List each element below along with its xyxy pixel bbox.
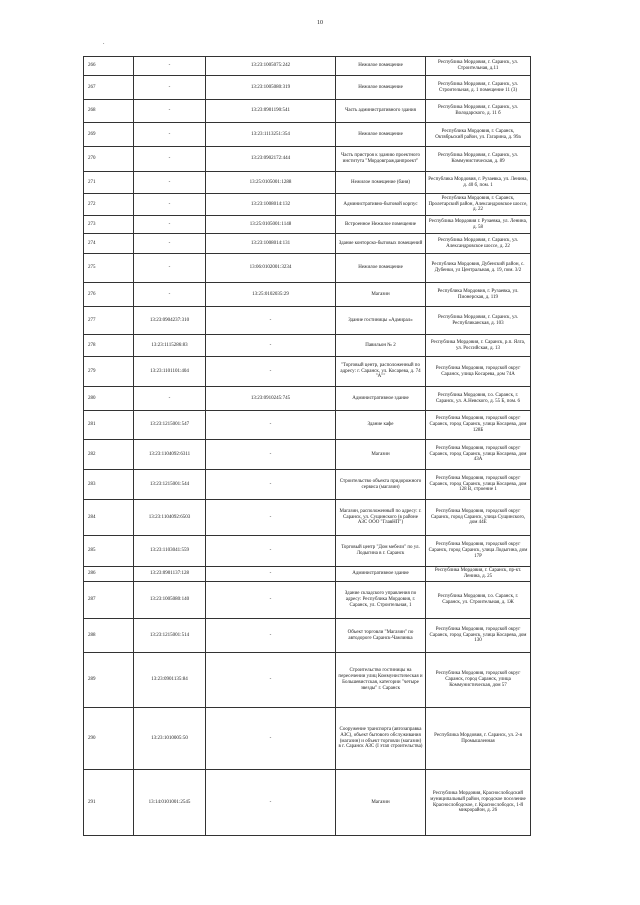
cadastral-building: -: [206, 411, 336, 440]
cadastral-land: 13:23:1215001:514: [134, 619, 206, 653]
object-address: Республика Мордовия, г.о. Саранск, г. Саранск, ул. Строительная, д. 1Ж: [426, 582, 531, 619]
object-address: Республика Мордовия, городской округ Саранск, город Саранск, улица Сущинского, дом 44Е: [426, 500, 531, 536]
registry-body: [84, 57, 531, 836]
table-row: [84, 387, 531, 411]
cadastral-building: -: [206, 567, 336, 582]
object-address: Республика Мордовия г. Рузаевка, ул. Ленина, д. 58: [426, 216, 531, 234]
row-number: 268: [84, 100, 134, 123]
table-row: [84, 619, 531, 653]
cadastral-land: 13:23:1010005:50: [134, 708, 206, 770]
property-registry-table: [83, 56, 531, 836]
table-row: [84, 172, 531, 194]
table-row: [84, 653, 531, 708]
table-row: [84, 411, 531, 440]
cadastral-land: 13:23:1104092:6311: [134, 440, 206, 470]
object-address: Республика Мордовия, г.о. Саранск, г. Саранск, ул. А.Невского, д. 55 Б, пом. 6: [426, 387, 531, 411]
row-number: 282: [84, 440, 134, 470]
object-name: "Торговый центр, расположенный по адресу: г. Саранск, ул. Косарева, д. 74 "А"": [336, 357, 426, 387]
cadastral-land: 13:23:1005080:140: [134, 582, 206, 619]
cadastral-building: -: [206, 770, 336, 836]
cadastral-building: 13:23:1005080:319: [206, 76, 336, 100]
cadastral-building: -: [206, 307, 336, 335]
table-row: [84, 770, 531, 836]
cadastral-building: -: [206, 708, 336, 770]
row-number: 281: [84, 411, 134, 440]
object-name: Магазин: [336, 440, 426, 470]
cadastral-land: 13:23:1101101:404: [134, 357, 206, 387]
table-row: [84, 216, 531, 234]
object-name: Административно-бытовой корпус: [336, 194, 426, 216]
table-row: [84, 147, 531, 172]
object-name: Часть пристроя к зданию проектного института "Мордовгражданпроект": [336, 147, 426, 172]
cadastral-land: 13:23:1104092:6503: [134, 500, 206, 536]
object-address: Республика Мордовия, г. Рузаевка, ул. Ленина, д. 40 б, пом. 1: [426, 172, 531, 194]
table-row: [84, 582, 531, 619]
cadastral-land: -: [134, 387, 206, 411]
table-row: [84, 57, 531, 76]
object-name: Нежилое помещение (баня): [336, 172, 426, 194]
row-number: 266: [84, 57, 134, 76]
cadastral-building: 13:23:0902172:444: [206, 147, 336, 172]
object-address: Республика Мордовия, г. Саранск, ул. Коммунистическая, д. 89: [426, 147, 531, 172]
cadastral-land: 13:23:1215001:544: [134, 470, 206, 500]
cadastral-building: -: [206, 357, 336, 387]
object-name: Магазин: [336, 770, 426, 836]
table-row: [84, 440, 531, 470]
object-name: Нежилое помещение: [336, 123, 426, 147]
cadastral-building: 13:23:1005075:242: [206, 57, 336, 76]
table-row: [84, 708, 531, 770]
row-number: 273: [84, 216, 134, 234]
cadastral-land: 13:14:0101001:2545: [134, 770, 206, 836]
cadastral-land: -: [134, 283, 206, 307]
table-row: [84, 470, 531, 500]
row-number: 270: [84, 147, 134, 172]
row-number: 275: [84, 254, 134, 283]
object-name: Магазин, расположенный по адресу: г. Саранск, ул. Сущинского (в районе АЗС ООО "ГлавНП"): [336, 500, 426, 536]
object-address: Республика Мордовия, г. Саранск, ул. 2-я Промышленная: [426, 708, 531, 770]
row-number: 284: [84, 500, 134, 536]
object-address: Республика Мордовия, г. Саранск, ул. Строительная, д. 1 помещение 11 (3): [426, 76, 531, 100]
corner-mark: .: [103, 40, 105, 46]
cadastral-building: 13:06:0102001:3234: [206, 254, 336, 283]
object-name: Нежилое помещение: [336, 254, 426, 283]
page-number: 10: [317, 20, 323, 26]
cadastral-land: -: [134, 123, 206, 147]
cadastral-land: 13:23:1115286:83: [134, 335, 206, 357]
cadastral-building: -: [206, 500, 336, 536]
object-address: Республика Мордовия, г. Саранск, пр-кт. Ленина, д. 25: [426, 567, 531, 582]
object-address: Республика Мордовия, г. Саранск, р.п. Ялга, ул. Российская, д. 13: [426, 335, 531, 357]
object-address: Республика Мордовия, г. Саранск, ул. Александровское шоссе, д. 22: [426, 234, 531, 254]
cadastral-land: -: [134, 194, 206, 216]
cadastral-land: -: [134, 57, 206, 76]
cadastral-land: -: [134, 172, 206, 194]
cadastral-building: 13:23:1008014:131: [206, 234, 336, 254]
row-number: 279: [84, 357, 134, 387]
object-address: Республика Мордовия, г. Саранск, Пролетарский район, Александровское шоссе, д. 22: [426, 194, 531, 216]
object-address: Республика Мордовия, городской округ Саранск, город Саранск, улица Лодыгина, дом 17Р: [426, 536, 531, 567]
object-address: Республика Мордовия, городской округ Саранск, город Саранск, улица Косарева, дом 43А: [426, 440, 531, 470]
object-address: Республика Мордовия, городской округ Саранск, город Саранск, улица Коммунистическая, дом 57: [426, 653, 531, 708]
object-name: Строительство гостиницы на пересечении улиц Коммунистическая и Большевистская, категории "четыре звезды" г. Саранск: [336, 653, 426, 708]
object-name: Здание гостиницы «Адмирал»: [336, 307, 426, 335]
cadastral-building: 13:25:0105001:1148: [206, 216, 336, 234]
object-name: Павильон № 2: [336, 335, 426, 357]
object-name: Здание конторско-бытовых помещений: [336, 234, 426, 254]
cadastral-building: -: [206, 582, 336, 619]
table-row: [84, 234, 531, 254]
cadastral-land: -: [134, 147, 206, 172]
cadastral-building: -: [206, 470, 336, 500]
object-address: Республика Мордовия, г. Саранск, ул. Республиканская, д. 103: [426, 307, 531, 335]
table-row: [84, 357, 531, 387]
cadastral-building: -: [206, 619, 336, 653]
object-name: Объект торговли "Магазин" по автодороге Саранск-Чамзинка: [336, 619, 426, 653]
row-number: 288: [84, 619, 134, 653]
object-address: Республика Мордовия, г. Рузаевка, ул. Пионерская, д. 119: [426, 283, 531, 307]
object-address: Республика Мордовия, Дубенский район, с. Дубенки, ул Центральная, д. 19, пом. 3/2: [426, 254, 531, 283]
object-address: Республика Мордовия, городской округ Саранск, город Саранск, улица Косарева, дом 128 В, строение 1: [426, 470, 531, 500]
table-row: [84, 100, 531, 123]
table-row: [84, 123, 531, 147]
object-address: Республика Мордовия, городской округ Саранск, город Саранск, улица Косарева, дом 130: [426, 619, 531, 653]
row-number: 272: [84, 194, 134, 216]
cadastral-land: -: [134, 216, 206, 234]
table-row: [84, 283, 531, 307]
row-number: 276: [84, 283, 134, 307]
object-name: Магазин: [336, 283, 426, 307]
row-number: 280: [84, 387, 134, 411]
row-number: 287: [84, 582, 134, 619]
object-name: Строительство объекта придорожного сервиса (магазин): [336, 470, 426, 500]
row-number: 291: [84, 770, 134, 836]
row-number: 285: [84, 536, 134, 567]
table-row: [84, 536, 531, 567]
object-name: Административное здание: [336, 387, 426, 411]
object-name: Торговый центр "Дом мебели" по ул. Лодыгина в г. Саранск: [336, 536, 426, 567]
table-row: [84, 307, 531, 335]
row-number: 290: [84, 708, 134, 770]
cadastral-building: 13:23:0901190:541: [206, 100, 336, 123]
object-address: Республика Мордовия, г. Саранск, Октябрьский район, ул. Гагарина, д. 99а: [426, 123, 531, 147]
cadastral-building: 13:23:1113251:354: [206, 123, 336, 147]
cadastral-building: -: [206, 440, 336, 470]
table-row: [84, 500, 531, 536]
table-row: [84, 254, 531, 283]
row-number: 271: [84, 172, 134, 194]
row-number: 277: [84, 307, 134, 335]
cadastral-building: 13:25:0105001:1288: [206, 172, 336, 194]
row-number: 289: [84, 653, 134, 708]
cadastral-land: -: [134, 254, 206, 283]
cadastral-land: -: [134, 234, 206, 254]
object-name: Здание складского управления по адресу: Республика Мордовия, г. Саранск, ул. Строительная, 1: [336, 582, 426, 619]
table-row: [84, 335, 531, 357]
cadastral-building: -: [206, 335, 336, 357]
table-row: [84, 567, 531, 582]
object-name: Нежилое помещение: [336, 76, 426, 100]
object-address: Республика Мордовия, городской округ Саранск, город Саранск, улица Косарева, дом 128Б: [426, 411, 531, 440]
cadastral-land: -: [134, 100, 206, 123]
cadastral-building: 13:23:0910245:745: [206, 387, 336, 411]
object-name: Административное здание: [336, 567, 426, 582]
row-number: 278: [84, 335, 134, 357]
row-number: 286: [84, 567, 134, 582]
cadastral-building: 13:23:1008014:132: [206, 194, 336, 216]
object-address: Республика Мордовия, г. Саранск, ул. Володарского, д. 11 б: [426, 100, 531, 123]
cadastral-building: -: [206, 536, 336, 567]
object-name: Встроенное Нежилое помещение: [336, 216, 426, 234]
cadastral-land: 13:23:1215001:547: [134, 411, 206, 440]
cadastral-building: 13:25:0102035:29: [206, 283, 336, 307]
table-row: [84, 76, 531, 100]
row-number: 274: [84, 234, 134, 254]
table-row: [84, 194, 531, 216]
object-name: Здание кафе: [336, 411, 426, 440]
cadastral-land: 13:23:1103041:559: [134, 536, 206, 567]
row-number: 269: [84, 123, 134, 147]
object-name: Нежилое помещение: [336, 57, 426, 76]
object-address: Республика Мордовия, г. Саранск, ул. Строительная, д.11: [426, 57, 531, 76]
object-name: Часть административного здания: [336, 100, 426, 123]
cadastral-land: 13:23:0901135:84: [134, 653, 206, 708]
cadastral-land: 13:23:0904237:310: [134, 307, 206, 335]
cadastral-land: -: [134, 76, 206, 100]
row-number: 267: [84, 76, 134, 100]
object-address: Республика Мордовия, городской округ Саранск, улица Косарева, дом 74А: [426, 357, 531, 387]
row-number: 283: [84, 470, 134, 500]
object-address: Республика Мордовия, Краснослободский муниципальный район, городское поселение Краснослободское, г. Краснослободск, 1-й микрорайон, д. 26: [426, 770, 531, 836]
cadastral-land: 13:23:0901137:128: [134, 567, 206, 582]
cadastral-building: -: [206, 653, 336, 708]
object-name: Сооружение транспорта (автозаправка АЗС), объект бытового обслуживания (магазин) и объект торговли (магазин) в г. Саранск АЗС (I этап строительства): [336, 708, 426, 770]
